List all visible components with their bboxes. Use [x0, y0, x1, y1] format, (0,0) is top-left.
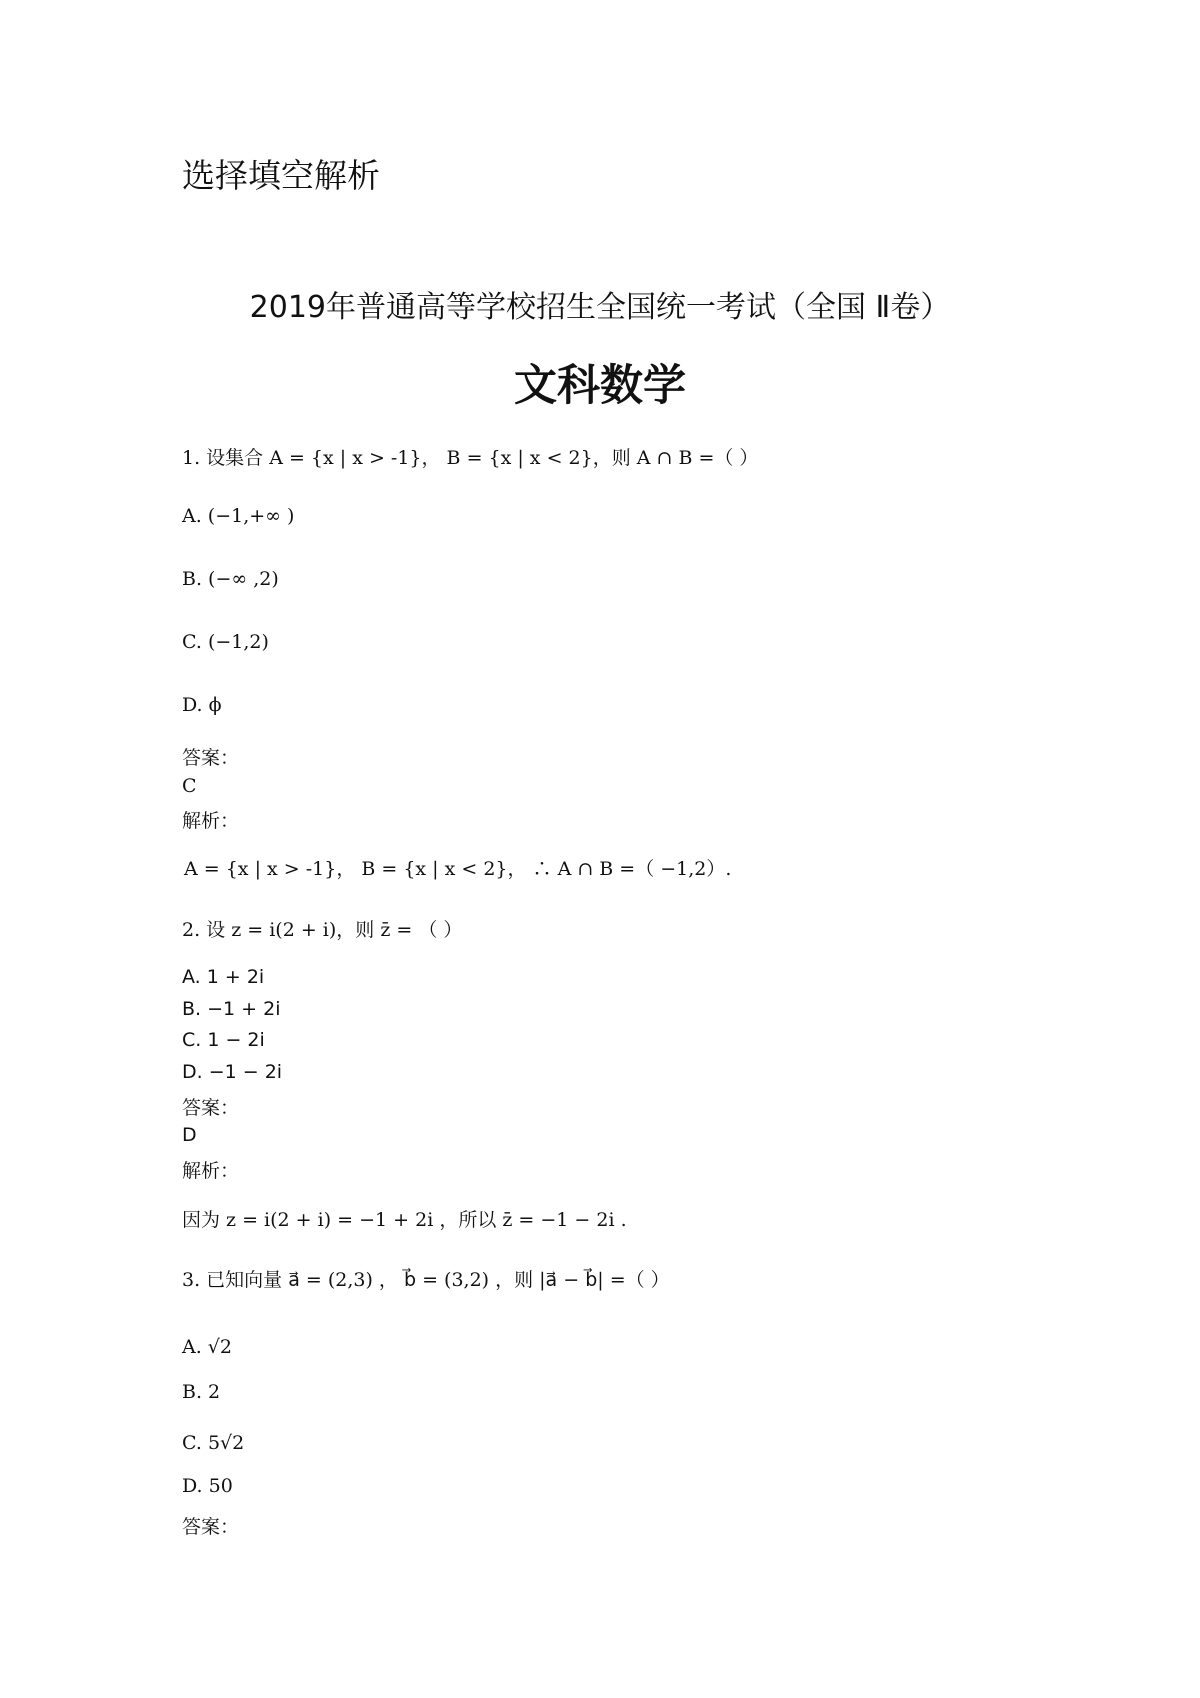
question-2-option-d: D. −1 − 2i	[182, 1061, 283, 1083]
question-1-option-a: A. (−1,+∞ )	[182, 505, 295, 527]
question-3-option-b: B. 2	[182, 1381, 221, 1403]
question-1-option-c: C. (−1,2)	[182, 631, 269, 653]
question-3-stem: 3. 已知向量 a⃗ = (2,3) ， b⃗ = (3,2) ，则 |a⃗ − b⃗| =（ ）	[182, 1269, 670, 1291]
question-2-stem: 2. 设 z = i(2 + i)，则 z̄ = （ ）	[182, 919, 463, 941]
question-2-analysis-label: 解析：	[182, 1160, 240, 1182]
question-2-analysis: 因为 z = i(2 + i) = −1 + 2i ，所以 z̄ = −1 − 2i .	[182, 1209, 627, 1231]
question-1-analysis-label: 解析：	[182, 810, 240, 832]
question-3-option-c: C. 5√2	[182, 1432, 245, 1454]
subject-title: 文科数学	[514, 361, 686, 411]
question-1-option-d: D. ϕ	[182, 694, 222, 716]
question-3-answer-label: 答案：	[182, 1516, 240, 1538]
question-1-stem: 1. 设集合 A = {x | x > -1}， B = {x | x < 2}，则 A ∩ B =（ ）	[182, 447, 759, 469]
section-header: 选择填空解析	[182, 156, 380, 195]
question-2-option-a: A. 1 + 2i	[182, 966, 265, 988]
question-3-option-d: D. 50	[182, 1475, 233, 1497]
question-2-answer: D	[182, 1124, 197, 1146]
question-2-answer-label: 答案：	[182, 1097, 240, 1119]
question-1-answer: C	[182, 775, 197, 797]
question-2-option-b: B. −1 + 2i	[182, 998, 281, 1020]
question-2-option-c: C. 1 − 2i	[182, 1029, 265, 1051]
question-1-analysis: A = {x | x > -1}， B = {x | x < 2}， ∴ A ∩ B =（ −1,2）.	[184, 858, 732, 880]
question-3-option-a: A. √2	[182, 1336, 232, 1358]
question-1-answer-label: 答案：	[182, 747, 240, 769]
exam-title: 2019年普通高等学校招生全国统一考试（全国 Ⅱ卷）	[249, 290, 951, 325]
question-1-option-b: B. (−∞ ,2)	[182, 568, 279, 590]
